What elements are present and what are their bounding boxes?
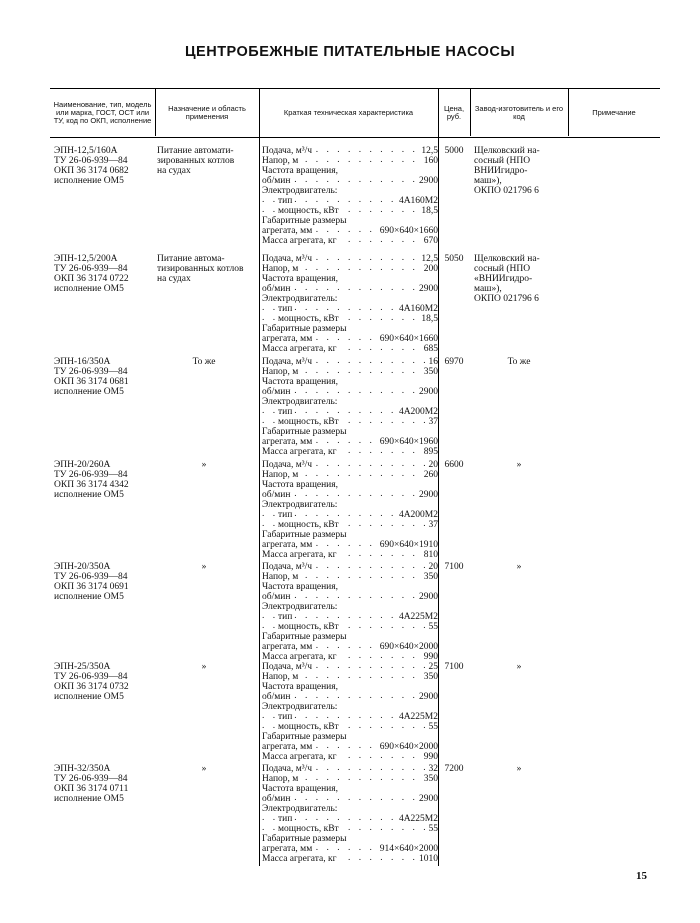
spec-label: Габаритные размеры bbox=[262, 834, 347, 844]
spec-label: . . . мощность, кВт bbox=[278, 722, 339, 732]
spec-line bbox=[262, 520, 438, 530]
spec-line bbox=[262, 417, 438, 427]
spec-line bbox=[262, 774, 438, 784]
spec-line bbox=[262, 530, 438, 540]
spec-label: . . . об/мин bbox=[262, 692, 291, 702]
spec-line bbox=[262, 156, 438, 166]
spec-line bbox=[262, 447, 438, 457]
spec-value: 350 bbox=[423, 367, 438, 377]
spec-line bbox=[262, 794, 438, 804]
spec-label: . . . Масса агрегата, кг bbox=[262, 236, 337, 246]
spec-label: Электродвигатель: bbox=[262, 294, 338, 304]
spec-line bbox=[262, 582, 438, 592]
spec-line bbox=[262, 490, 438, 500]
pump-purpose: » bbox=[201, 562, 207, 572]
pump-purpose: Питание автомати- зированных котлов на судах bbox=[157, 146, 235, 176]
pump-specs bbox=[262, 254, 438, 354]
pump-model: ЭПН-16/350А ТУ 26-06-939—84 ОКП 36 3174 0681 исполнение ОМ5 bbox=[54, 357, 129, 397]
spec-line bbox=[262, 236, 438, 246]
spec-line bbox=[262, 186, 438, 196]
spec-label: Частота вращения, bbox=[262, 784, 339, 794]
spec-line bbox=[262, 642, 438, 652]
spec-value: 4А160М2 bbox=[398, 304, 438, 314]
spec-label: . . . Подача, м³/ч bbox=[262, 460, 313, 470]
spec-line bbox=[262, 146, 438, 156]
spec-label: Частота вращения, bbox=[262, 377, 339, 387]
spec-line bbox=[262, 854, 438, 864]
spec-value: 690×640×1660 bbox=[379, 226, 438, 236]
pump-specs bbox=[262, 146, 438, 246]
spec-line bbox=[262, 824, 438, 834]
spec-label: . . . Масса агрегата, кг bbox=[262, 652, 337, 662]
spec-label: Электродвигатель: bbox=[262, 500, 338, 510]
spec-label: . . . Подача, м³/ч bbox=[262, 662, 313, 672]
spec-line bbox=[262, 622, 438, 632]
spec-line bbox=[262, 226, 438, 236]
spec-line bbox=[262, 652, 438, 662]
spec-line bbox=[262, 367, 438, 377]
spec-label: . . . Напор, м bbox=[262, 774, 299, 784]
spec-value: 55 bbox=[428, 722, 438, 732]
pump-model: ЭПН-12,5/200А ТУ 26-06-939—84 ОКП 36 3174 0722 исполнение ОМ5 bbox=[54, 254, 129, 294]
spec-label: . . . об/мин bbox=[262, 794, 291, 804]
spec-label: Габаритные размеры bbox=[262, 530, 347, 540]
spec-line bbox=[262, 274, 438, 284]
pump-manufacturer: То же bbox=[507, 357, 531, 367]
pump-model: ЭПН-12,5/160А ТУ 26-06-939—84 ОКП 36 3174 0682 исполнение ОМ5 bbox=[54, 146, 129, 186]
spec-value: 670 bbox=[423, 236, 438, 246]
spec-value: 2900 bbox=[419, 592, 438, 602]
spec-value: 55 bbox=[428, 622, 438, 632]
spec-value: 260 bbox=[423, 470, 438, 480]
pump-price: 6970 bbox=[444, 357, 464, 367]
pump-manufacturer: » bbox=[516, 460, 522, 470]
spec-line bbox=[262, 834, 438, 844]
header-note: Примечание bbox=[592, 108, 636, 118]
spec-label: . . . тип bbox=[278, 304, 293, 314]
spec-line bbox=[262, 264, 438, 274]
spec-label: . . . Напор, м bbox=[262, 572, 299, 582]
spec-value: 990 bbox=[423, 652, 438, 662]
spec-label: . . . тип bbox=[278, 612, 293, 622]
spec-label: . . . тип bbox=[278, 712, 293, 722]
pump-price: 7100 bbox=[444, 562, 464, 572]
spec-label: . . . агрегата, мм bbox=[262, 540, 313, 550]
spec-value: 18,5 bbox=[421, 314, 438, 324]
spec-line bbox=[262, 702, 438, 712]
spec-line bbox=[262, 284, 438, 294]
spec-line bbox=[262, 722, 438, 732]
header-spec: Краткая техническая характеристика bbox=[283, 108, 414, 118]
spec-line bbox=[262, 294, 438, 304]
spec-line bbox=[262, 344, 438, 354]
spec-line bbox=[262, 510, 438, 520]
pump-specs bbox=[262, 662, 438, 762]
pump-model: ЭПН-20/350А ТУ 26-06-939—84 ОКП 36 3174 0691 исполнение ОМ5 bbox=[54, 562, 129, 602]
spec-label: . . . об/мин bbox=[262, 490, 291, 500]
spec-line bbox=[262, 550, 438, 560]
spec-line bbox=[262, 166, 438, 176]
spec-label: Частота вращения, bbox=[262, 682, 339, 692]
spec-value: 25 bbox=[428, 662, 438, 672]
spec-line bbox=[262, 470, 438, 480]
spec-line bbox=[262, 632, 438, 642]
spec-label: Габаритные размеры bbox=[262, 427, 347, 437]
spec-value: 1010 bbox=[419, 854, 438, 864]
header-purpose: Назначение и область применения bbox=[168, 104, 246, 121]
pump-manufacturer: Щелковский на- сосный (НПО «ВНИИгидро- маш»), ОКПО 021796 6 bbox=[474, 254, 540, 304]
header-price: Цена, руб. bbox=[443, 104, 465, 121]
pump-purpose: » bbox=[201, 764, 207, 774]
spec-value: 350 bbox=[423, 572, 438, 582]
spec-value: 18,5 bbox=[421, 206, 438, 216]
spec-label: . . . Масса агрегата, кг bbox=[262, 752, 337, 762]
spec-value: 914×640×2000 bbox=[379, 844, 438, 854]
pump-purpose: » bbox=[201, 460, 207, 470]
spec-label: . . . Напор, м bbox=[262, 156, 299, 166]
spec-line bbox=[262, 672, 438, 682]
spec-label: . . . мощность, кВт bbox=[278, 520, 339, 530]
spec-line bbox=[262, 480, 438, 490]
column-divider bbox=[259, 88, 260, 866]
spec-label: . . . Напор, м bbox=[262, 672, 299, 682]
spec-label: Электродвигатель: bbox=[262, 702, 338, 712]
spec-label: . . . мощность, кВт bbox=[278, 417, 339, 427]
pump-price: 7200 bbox=[444, 764, 464, 774]
spec-label: Габаритные размеры bbox=[262, 216, 347, 226]
spec-value: 16 bbox=[428, 357, 438, 367]
spec-line bbox=[262, 682, 438, 692]
spec-line bbox=[262, 206, 438, 216]
spec-label: . . . Напор, м bbox=[262, 470, 299, 480]
spec-line bbox=[262, 460, 438, 470]
spec-line bbox=[262, 500, 438, 510]
spec-label: Электродвигатель: bbox=[262, 602, 338, 612]
pump-model: ЭПН-25/350А ТУ 26-06-939—84 ОКП 36 3174 0732 исполнение ОМ5 bbox=[54, 662, 129, 702]
spec-line bbox=[262, 196, 438, 206]
spec-line bbox=[262, 732, 438, 742]
spec-label: . . . тип bbox=[278, 407, 293, 417]
spec-line bbox=[262, 764, 438, 774]
spec-label: . . . агрегата, мм bbox=[262, 226, 313, 236]
spec-label: Частота вращения, bbox=[262, 480, 339, 490]
spec-line bbox=[262, 572, 438, 582]
pump-price: 7100 bbox=[444, 662, 464, 672]
spec-value: 690×640×1960 bbox=[379, 437, 438, 447]
spec-line bbox=[262, 334, 438, 344]
spec-value: 895 bbox=[423, 447, 438, 457]
spec-line bbox=[262, 752, 438, 762]
page-number: 15 bbox=[636, 870, 647, 882]
spec-line bbox=[262, 742, 438, 752]
spec-label: Электродвигатель: bbox=[262, 397, 338, 407]
spec-line bbox=[262, 592, 438, 602]
spec-label: . . . агрегата, мм bbox=[262, 742, 313, 752]
spec-label: . . . тип bbox=[278, 814, 293, 824]
spec-line bbox=[262, 844, 438, 854]
spec-label: . . . Напор, м bbox=[262, 367, 299, 377]
spec-line bbox=[262, 712, 438, 722]
pump-purpose: » bbox=[201, 662, 207, 672]
pump-manufacturer: » bbox=[516, 562, 522, 572]
column-divider bbox=[470, 88, 471, 136]
spec-label: . . . агрегата, мм bbox=[262, 844, 313, 854]
spec-line bbox=[262, 784, 438, 794]
spec-line bbox=[262, 562, 438, 572]
spec-value: 4А200М2 bbox=[398, 407, 438, 417]
spec-label: . . . Напор, м bbox=[262, 264, 299, 274]
spec-label: . . . об/мин bbox=[262, 387, 291, 397]
header-name: Наименование, тип, модель или марка, ГОСТ, ОСТ или ТУ, код по ОКП, исполнение bbox=[53, 100, 152, 125]
spec-label: . . . Масса агрегата, кг bbox=[262, 550, 337, 560]
spec-value: 810 bbox=[423, 550, 438, 560]
spec-line bbox=[262, 814, 438, 824]
spec-label: Частота вращения, bbox=[262, 166, 339, 176]
spec-value: 350 bbox=[423, 672, 438, 682]
spec-line bbox=[262, 304, 438, 314]
spec-value: 690×640×1910 bbox=[379, 540, 438, 550]
pump-specs bbox=[262, 562, 438, 662]
spec-line bbox=[262, 216, 438, 226]
spec-line bbox=[262, 662, 438, 672]
spec-label: . . . об/мин bbox=[262, 592, 291, 602]
spec-value: 37 bbox=[428, 417, 438, 427]
spec-label: . . . Масса агрегата, кг bbox=[262, 447, 337, 457]
spec-value: 2900 bbox=[419, 490, 438, 500]
page-title: ЦЕНТРОБЕЖНЫЕ ПИТАТЕЛЬНЫЕ НАСОСЫ bbox=[184, 44, 516, 60]
spec-label: Частота вращения, bbox=[262, 274, 339, 284]
spec-line bbox=[262, 437, 438, 447]
spec-label: . . . мощность, кВт bbox=[278, 206, 339, 216]
pump-model: ЭПН-32/350А ТУ 26-06-939—84 ОКП 36 3174 0711 исполнение ОМ5 bbox=[54, 764, 129, 804]
spec-value: 4А225М2 bbox=[398, 712, 438, 722]
spec-label: . . . тип bbox=[278, 196, 293, 206]
column-divider bbox=[438, 88, 439, 866]
spec-label: . . . Подача, м³/ч bbox=[262, 146, 313, 156]
spec-label: Габаритные размеры bbox=[262, 632, 347, 642]
spec-value: 160 bbox=[423, 156, 438, 166]
spec-line bbox=[262, 377, 438, 387]
spec-line bbox=[262, 387, 438, 397]
spec-line bbox=[262, 357, 438, 367]
pump-manufacturer: Щелковский на- сосный (НПО ВНИИгидро- маш»), ОКПО 021796 6 bbox=[474, 146, 540, 196]
spec-label: . . . агрегата, мм bbox=[262, 334, 313, 344]
pump-price: 6600 bbox=[444, 460, 464, 470]
spec-value: 12,5 bbox=[421, 146, 438, 156]
spec-label: . . . Подача, м³/ч bbox=[262, 562, 313, 572]
spec-value: 690×640×2000 bbox=[379, 642, 438, 652]
pump-model: ЭПН-20/260А ТУ 26-06-939—84 ОКП 36 3174 4342 исполнение ОМ5 bbox=[54, 460, 129, 500]
spec-value: 4А225М2 bbox=[398, 814, 438, 824]
spec-line bbox=[262, 254, 438, 264]
spec-value: 690×640×1660 bbox=[379, 334, 438, 344]
spec-value: 685 bbox=[423, 344, 438, 354]
spec-line bbox=[262, 540, 438, 550]
spec-label: . . . мощность, кВт bbox=[278, 314, 339, 324]
spec-label: Электродвигатель: bbox=[262, 804, 338, 814]
spec-value: 2900 bbox=[419, 176, 438, 186]
spec-value: 990 bbox=[423, 752, 438, 762]
spec-line bbox=[262, 176, 438, 186]
spec-value: 4А160М2 bbox=[398, 196, 438, 206]
pump-purpose: То же bbox=[192, 357, 216, 367]
pump-specs bbox=[262, 357, 438, 457]
column-divider bbox=[568, 88, 569, 136]
pump-purpose: Питание автома- тизированных котлов на судах bbox=[157, 254, 244, 284]
spec-line bbox=[262, 602, 438, 612]
pump-manufacturer: » bbox=[516, 764, 522, 774]
spec-label: . . . Подача, м³/ч bbox=[262, 357, 313, 367]
pump-price: 5000 bbox=[444, 146, 464, 156]
spec-label: . . . тип bbox=[278, 510, 293, 520]
spec-label: . . . мощность, кВт bbox=[278, 824, 339, 834]
spec-label: . . . Подача, м³/ч bbox=[262, 254, 313, 264]
spec-label: . . . мощность, кВт bbox=[278, 622, 339, 632]
spec-line bbox=[262, 324, 438, 334]
spec-value: 200 bbox=[423, 264, 438, 274]
spec-line bbox=[262, 692, 438, 702]
spec-value: 20 bbox=[428, 460, 438, 470]
pump-specs bbox=[262, 764, 438, 864]
spec-value: 4А200М2 bbox=[398, 510, 438, 520]
spec-label: . . . агрегата, мм bbox=[262, 642, 313, 652]
spec-label: . . . об/мин bbox=[262, 176, 291, 186]
spec-line bbox=[262, 804, 438, 814]
spec-value: 690×640×2000 bbox=[379, 742, 438, 752]
spec-value: 350 bbox=[423, 774, 438, 784]
header-maker: Завод-изготовитель и его код bbox=[474, 104, 564, 121]
spec-label: Габаритные размеры bbox=[262, 324, 347, 334]
spec-label: Частота вращения, bbox=[262, 582, 339, 592]
spec-value: 2900 bbox=[419, 692, 438, 702]
spec-value: 37 bbox=[428, 520, 438, 530]
pump-specs bbox=[262, 460, 438, 560]
column-divider bbox=[155, 88, 156, 136]
spec-value: 2900 bbox=[419, 794, 438, 804]
spec-value: 4А225М2 bbox=[398, 612, 438, 622]
spec-label: Габаритные размеры bbox=[262, 732, 347, 742]
spec-value: 32 bbox=[428, 764, 438, 774]
spec-label: . . . Масса агрегата, кг bbox=[262, 854, 337, 864]
spec-value: 2900 bbox=[419, 387, 438, 397]
spec-label: . . . Подача, м³/ч bbox=[262, 764, 313, 774]
spec-line bbox=[262, 427, 438, 437]
spec-value: 20 bbox=[428, 562, 438, 572]
spec-label: . . . Масса агрегата, кг bbox=[262, 344, 337, 354]
spec-label: . . . агрегата, мм bbox=[262, 437, 313, 447]
spec-line bbox=[262, 407, 438, 417]
spec-label: Электродвигатель: bbox=[262, 186, 338, 196]
pump-manufacturer: » bbox=[516, 662, 522, 672]
spec-line bbox=[262, 612, 438, 622]
spec-value: 55 bbox=[428, 824, 438, 834]
spec-value: 12,5 bbox=[421, 254, 438, 264]
pump-price: 5050 bbox=[444, 254, 464, 264]
spec-line bbox=[262, 314, 438, 324]
spec-label: . . . об/мин bbox=[262, 284, 291, 294]
spec-value: 2900 bbox=[419, 284, 438, 294]
spec-line bbox=[262, 397, 438, 407]
